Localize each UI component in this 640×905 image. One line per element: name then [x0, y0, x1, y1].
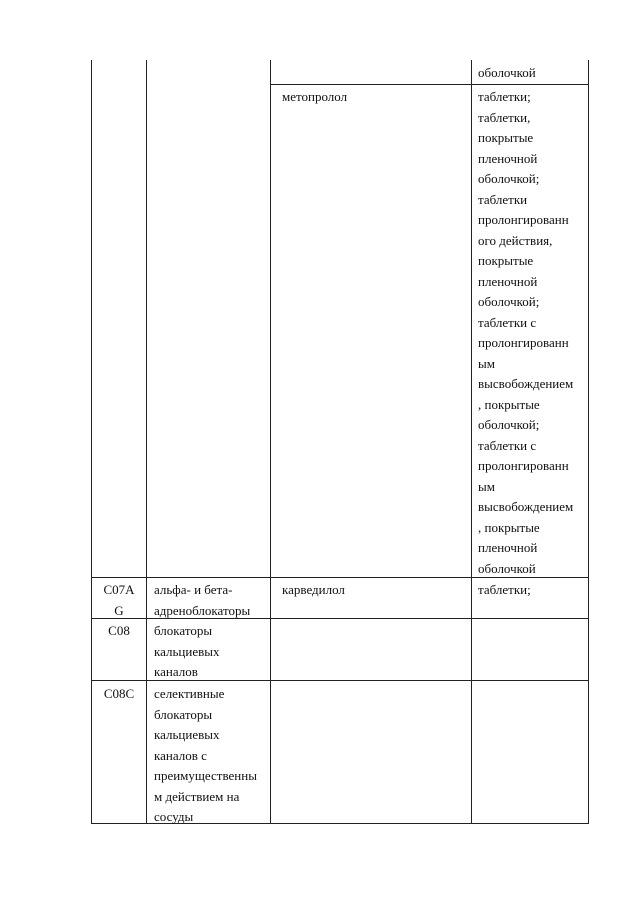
- row-divider-continued: [270, 84, 589, 85]
- atc-code-cell: C08: [108, 623, 130, 638]
- table-border-left: [91, 60, 92, 824]
- group-cell: блокаторы кальциевых каналов: [154, 623, 220, 679]
- form-cell: таблетки;: [478, 582, 531, 597]
- atc-code-cell: C08C: [103, 686, 135, 701]
- table-border-right: [588, 60, 589, 824]
- form-cell: оболочкой: [478, 65, 536, 80]
- drug-cell: метопролол: [282, 89, 348, 104]
- table-divider-drug: [471, 60, 472, 824]
- table-divider-group: [270, 60, 271, 824]
- drug-cell: карведилол: [282, 582, 345, 597]
- form-cell: таблетки; таблетки, покрытые пленочной оболочкой; таблетки пролонгированн ого действия, покрытые пленочной оболочкой; таблетки с пролонгированн ым высвобождением , покрытые оболочкой; таблетки с пролонгированн ым высвобождением , покрытые пленочной оболочкой: [478, 89, 574, 576]
- group-cell: альфа- и бета- адреноблокаторы: [154, 582, 251, 618]
- table-divider-code: [146, 60, 147, 824]
- group-cell: селективные блокаторы кальциевых каналов с преимущественны м действием на сосуды: [154, 686, 257, 824]
- atc-code-cell: C07A G: [103, 582, 135, 618]
